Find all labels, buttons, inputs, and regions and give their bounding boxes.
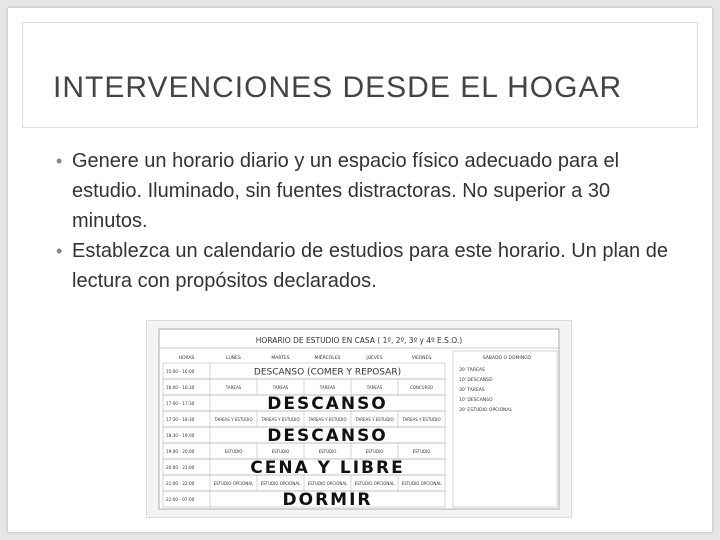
timetable-cell: ESTUDIO <box>224 449 243 454</box>
timetable-weekend-item: 30' ESTUDIO OPCIONAL <box>459 408 513 413</box>
timetable-cell: ESTUDIO OPCIONAL <box>260 481 301 486</box>
timetable-cell: TAREAS <box>272 385 289 390</box>
timetable-cell: ESTUDIO OPCIONAL <box>354 481 395 486</box>
timetable-hour: 19:00 - 20:00 <box>166 449 195 454</box>
timetable-hour: 16:00 - 16:30 <box>166 385 195 390</box>
timetable-weekend-item: 10' DESCANSO <box>459 398 493 403</box>
slide <box>8 8 712 532</box>
timetable-cell: TAREAS Y ESTUDIO <box>214 417 253 422</box>
timetable-banner: DESCANSO (COMER Y REPOSAR) <box>253 367 402 378</box>
timetable-hour: 15:00 - 16:00 <box>166 369 195 374</box>
timetable-cell: CONCURSO <box>409 385 434 390</box>
timetable-banner-big: CENA Y LIBRE <box>250 458 405 478</box>
bullet-text: Establezca un calendario de estudios para este horario. Un plan de lectura con propósitos declarados. <box>72 240 668 292</box>
timetable-day-header: MARTES <box>271 356 290 361</box>
timetable-image <box>146 320 572 518</box>
timetable-weekend-item: 30' TAREAS <box>459 388 485 393</box>
timetable-cell: ESTUDIO OPCIONAL <box>401 481 442 486</box>
timetable-day-header: VIERNES <box>411 356 432 361</box>
timetable-cell: TAREAS <box>319 385 336 390</box>
timetable-hour: 18:30 - 19:00 <box>166 433 195 438</box>
timetable-cell: TAREAS Y ESTUDIO <box>355 417 394 422</box>
timetable-cell: TAREAS Y ESTUDIO <box>261 417 300 422</box>
timetable-banner-big: DESCANSO <box>267 426 388 446</box>
timetable-hour: 21:00 - 22:00 <box>166 481 195 486</box>
timetable-weekend-item: 30' TAREAS <box>459 368 485 373</box>
timetable-banner-big: DESCANSO <box>267 394 388 414</box>
timetable-cell: ESTUDIO OPCIONAL <box>307 481 348 486</box>
timetable-hour: 22:00 - 07:00 <box>166 497 195 502</box>
timetable-day-header: MIÉRCOLES <box>314 356 341 361</box>
timetable-day-header: JUEVES <box>366 356 383 361</box>
slide-title: INTERVENCIONES DESDE EL HOGAR <box>53 71 623 104</box>
timetable-hour: 17:00 - 17:30 <box>166 401 195 406</box>
timetable-weekend-item: 10' DESCANSO <box>459 378 493 383</box>
bullet-glyph: • <box>56 151 63 171</box>
timetable-cell: ESTUDIO <box>318 449 337 454</box>
timetable-cell: TAREAS <box>225 385 242 390</box>
bullet-text: Genere un horario diario y un espacio físico adecuado para el estudio. Iluminado, sin fuentes distractoras. No superior a 30 minutos. <box>72 150 620 232</box>
timetable-weekend-header: SÁBADO O DOMINGO <box>482 356 532 361</box>
bullet-glyph: • <box>56 241 63 261</box>
timetable-cell: ESTUDIO OPCIONAL <box>213 481 254 486</box>
timetable-title: HORARIO DE ESTUDIO EN CASA ( 1º, 2º, 3º y 4º E.S.O.) <box>255 336 463 345</box>
timetable-hour: 20:00 - 21:00 <box>166 465 195 470</box>
timetable-hour: 17:30 - 18:30 <box>166 417 195 422</box>
timetable-drawing <box>147 321 571 517</box>
timetable-cell: ESTUDIO <box>365 449 384 454</box>
timetable-day-header: HORAS <box>178 356 195 361</box>
timetable-cell: ESTUDIO <box>412 449 431 454</box>
bullet-item <box>56 146 676 236</box>
timetable-banner-big: DORMIR <box>282 490 373 510</box>
timetable-cell: TAREAS Y ESTUDIO <box>402 417 441 422</box>
timetable-day-header: LUNES <box>226 356 241 361</box>
slide-content <box>56 146 676 296</box>
bullet-list <box>56 146 676 296</box>
timetable-cell: ESTUDIO <box>271 449 290 454</box>
timetable-cell: TAREAS Y ESTUDIO <box>308 417 347 422</box>
timetable-cell: TAREAS <box>366 385 383 390</box>
bullet-item <box>56 236 676 296</box>
title-band <box>22 22 698 128</box>
